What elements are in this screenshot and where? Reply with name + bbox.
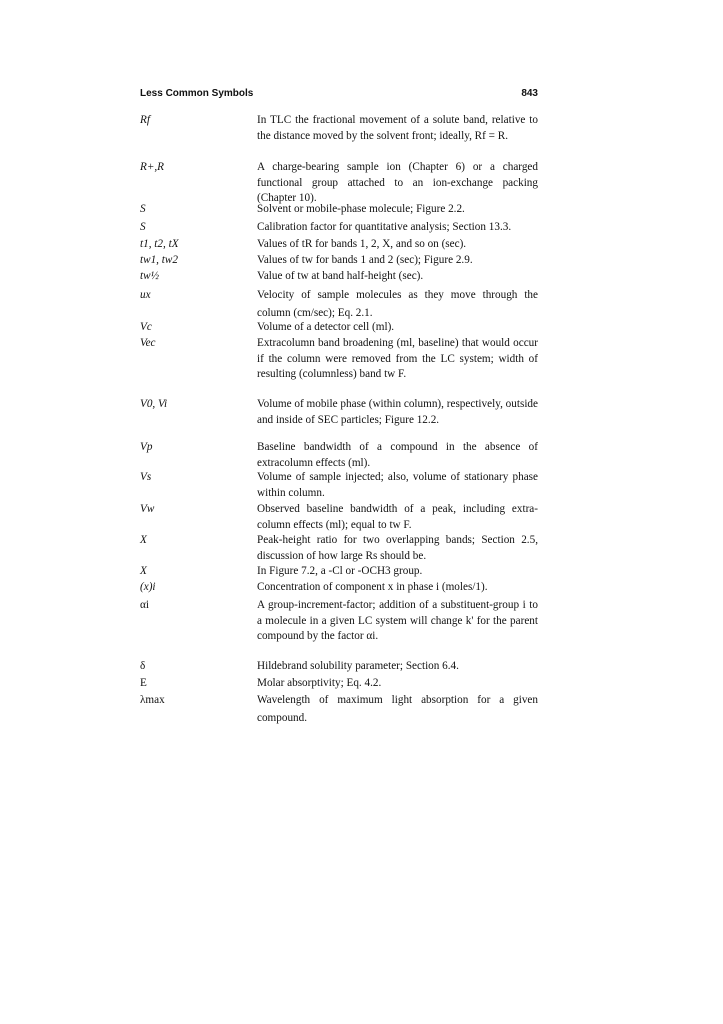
symbol: V0, Vi [140, 398, 168, 410]
definition: Molar absorptivity; Eq. 4.2. [257, 677, 382, 689]
symbol: ux [140, 289, 151, 301]
symbol: tw½ [140, 270, 159, 282]
symbol: λmax [140, 694, 165, 706]
definition: Calibration factor for quantitative analysis; Section 13.3. [257, 221, 512, 233]
definition: Velocity of sample molecules as they move through the column (cm/sec); Eq. 2.1. [257, 289, 538, 319]
definition: Volume of a detector cell (ml). [257, 321, 395, 333]
definition: Values of tw for bands 1 and 2 (sec); Figure 2.9. [257, 254, 473, 266]
symbol: αi [140, 599, 149, 611]
header-title: Less Common Symbols [140, 88, 254, 99]
page-number: 843 [521, 88, 538, 99]
symbol: S [140, 203, 146, 215]
symbol: Vp [140, 441, 153, 453]
symbol: Vw [140, 503, 155, 515]
definition: In TLC the fractional movement of a solute band, relative to the distance moved by the solvent front; ideally, Rf = R. [257, 114, 538, 142]
symbol: Vec [140, 337, 156, 349]
definition: A group-increment-factor; addition of a substituent-group i to a molecule in a given LC system will change k' for the parent compound by the factor αi. [257, 599, 538, 643]
symbol: Vs [140, 471, 152, 483]
running-header [140, 88, 538, 102]
symbol: tw1, tw2 [140, 254, 178, 266]
definition: Concentration of component x in phase i (moles/1). [257, 581, 488, 593]
symbol: Rf [140, 114, 150, 126]
symbol: δ [140, 660, 146, 672]
symbol: Vc [140, 321, 152, 333]
symbol: S [140, 221, 146, 233]
symbol: (x)i [140, 581, 156, 593]
definition: Value of tw at band half-height (sec). [257, 270, 424, 282]
symbol: t1, t2, tX [140, 238, 179, 250]
definition: Solvent or mobile-phase molecule; Figure 2.2. [257, 203, 465, 215]
definition: Extracolumn band broadening (ml, baseline) that would occur if the column were removed from the LC system; width of resulting (columnless) band tw F. [257, 337, 538, 381]
symbol: E [140, 677, 147, 689]
definition: Observed baseline bandwidth of a peak, including extra- column effects (ml); equal to tw F. [257, 503, 538, 531]
definition: Values of tR for bands 1, 2, X, and so on (sec). [257, 238, 467, 250]
definition: Wavelength of maximum light absorption for a given compound. [257, 694, 538, 724]
definition: In Figure 7.2, a -Cl or -OCH3 group. [257, 565, 423, 577]
symbol: R+,R [140, 161, 165, 173]
symbol: X [140, 565, 147, 577]
definition: Volume of sample injected; also, volume of stationary phase within column. [257, 471, 538, 499]
definition: Baseline bandwidth of a compound in the absence of extracolumn effects (ml). [257, 441, 538, 469]
definition: Hildebrand solubility parameter; Section 6.4. [257, 660, 459, 672]
definition: Peak-height ratio for two overlapping bands; Section 2.5, discussion of how large Rs should be. [257, 534, 538, 562]
symbol: X [140, 534, 147, 546]
definition: Volume of mobile phase (within column), respectively, outside and inside of SEC particles; Figure 12.2. [257, 398, 538, 426]
definition: A charge-bearing sample ion (Chapter 6) or a charged functional group attached to an ion-exchange packing (Chapter 10). [257, 161, 538, 205]
